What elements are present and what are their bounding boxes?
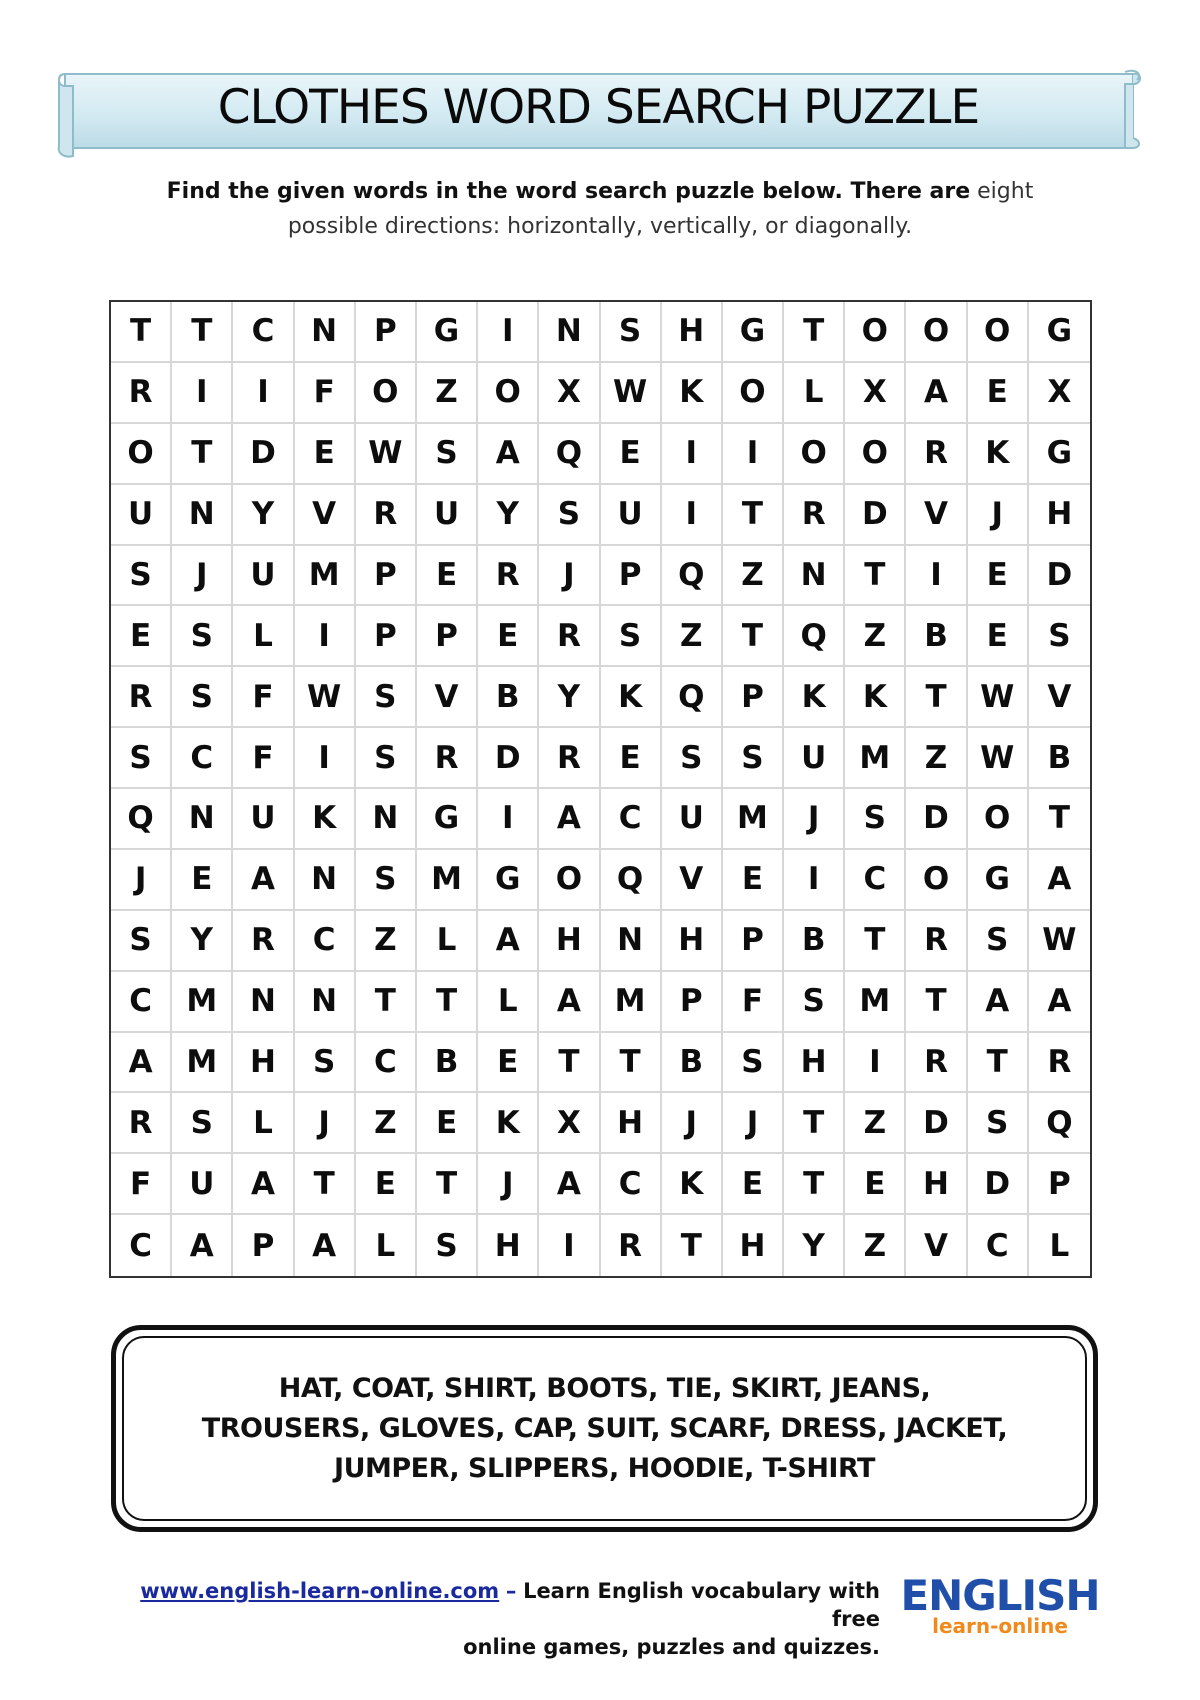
grid-cell[interactable]: Q (539, 424, 600, 485)
grid-cell[interactable]: I (172, 363, 233, 424)
grid-cell[interactable]: R (111, 363, 172, 424)
grid-cell[interactable]: T (845, 546, 906, 607)
grid-cell[interactable]: S (845, 789, 906, 850)
grid-cell[interactable]: U (662, 789, 723, 850)
grid-cell[interactable]: Z (845, 606, 906, 667)
grid-cell[interactable]: E (968, 363, 1029, 424)
grid-cell[interactable]: K (662, 363, 723, 424)
grid-cell[interactable]: O (111, 424, 172, 485)
grid-cell[interactable]: P (356, 302, 417, 363)
grid-cell[interactable]: M (172, 972, 233, 1033)
grid-cell[interactable]: S (662, 728, 723, 789)
grid-cell[interactable]: X (539, 363, 600, 424)
grid-cell[interactable]: S (111, 728, 172, 789)
word-list-inner-frame (122, 1336, 1087, 1521)
grid-cell[interactable]: T (417, 972, 478, 1033)
grid-cell[interactable]: U (233, 789, 294, 850)
grid-cell[interactable]: A (233, 850, 294, 911)
grid-cell[interactable]: W (601, 363, 662, 424)
instructions-text-directions: possible directions: horizontally, vertically, or diagonally. (287, 214, 913, 239)
grid-cell[interactable]: S (601, 302, 662, 363)
grid-cell[interactable]: J (111, 850, 172, 911)
grid-cell[interactable]: N (233, 972, 294, 1033)
grid-cell[interactable]: T (172, 424, 233, 485)
grid-cell[interactable]: A (1029, 972, 1090, 1033)
instructions (100, 174, 1100, 244)
grid-cell[interactable]: D (906, 1093, 967, 1154)
grid-cell[interactable]: X (1029, 363, 1090, 424)
grid-cell[interactable]: O (906, 302, 967, 363)
grid-cell[interactable]: E (295, 424, 356, 485)
grid-cell[interactable]: U (417, 485, 478, 546)
grid-cell[interactable]: M (845, 972, 906, 1033)
grid-cell[interactable]: C (233, 302, 294, 363)
grid-cell[interactable]: N (539, 302, 600, 363)
grid-cell[interactable]: C (295, 911, 356, 972)
grid-cell[interactable]: N (172, 789, 233, 850)
grid-cell[interactable]: R (539, 606, 600, 667)
grid-cell[interactable]: C (845, 850, 906, 911)
grid-cell[interactable]: G (417, 789, 478, 850)
grid-cell[interactable]: E (723, 850, 784, 911)
grid-cell[interactable]: H (1029, 485, 1090, 546)
grid-cell[interactable]: R (539, 728, 600, 789)
grid-cell[interactable]: T (723, 485, 784, 546)
grid-cell[interactable]: W (1029, 911, 1090, 972)
grid-cell[interactable]: H (784, 1033, 845, 1094)
grid-cell[interactable]: W (968, 728, 1029, 789)
grid-cell[interactable]: F (723, 972, 784, 1033)
grid-cell[interactable]: Z (906, 728, 967, 789)
logo-main-text: ENGLISH (900, 1571, 1100, 1620)
grid-cell[interactable]: S (172, 1093, 233, 1154)
grid-cell[interactable]: P (417, 606, 478, 667)
grid-cell[interactable]: E (111, 606, 172, 667)
grid-cell[interactable]: M (417, 850, 478, 911)
grid-cell[interactable]: I (662, 485, 723, 546)
grid-cell[interactable]: Q (662, 667, 723, 728)
grid-cell[interactable]: V (417, 667, 478, 728)
grid-cell[interactable]: H (539, 911, 600, 972)
grid-cell[interactable]: A (172, 1215, 233, 1276)
grid-cell[interactable]: A (233, 1154, 294, 1215)
grid-cell[interactable]: I (784, 850, 845, 911)
grid-cell[interactable]: K (295, 789, 356, 850)
grid-cell[interactable]: W (968, 667, 1029, 728)
grid-cell[interactable]: J (784, 789, 845, 850)
grid-cell[interactable]: T (845, 911, 906, 972)
grid-cell[interactable]: S (417, 1215, 478, 1276)
grid-cell[interactable]: H (662, 302, 723, 363)
grid-cell[interactable]: R (417, 728, 478, 789)
grid-cell[interactable]: S (356, 667, 417, 728)
grid-cell[interactable]: D (478, 728, 539, 789)
grid-cell[interactable]: C (111, 1215, 172, 1276)
grid-cell[interactable]: O (723, 363, 784, 424)
grid-cell[interactable]: Y (784, 1215, 845, 1276)
grid-cell[interactable]: C (601, 1154, 662, 1215)
grid-cell[interactable]: C (172, 728, 233, 789)
grid-cell[interactable]: G (968, 850, 1029, 911)
grid-cell[interactable]: G (478, 850, 539, 911)
grid-cell[interactable]: V (906, 1215, 967, 1276)
grid-cell[interactable]: P (601, 546, 662, 607)
grid-cell[interactable]: T (906, 667, 967, 728)
grid-cell[interactable]: J (172, 546, 233, 607)
grid-cell[interactable]: W (356, 424, 417, 485)
grid-cell[interactable]: E (723, 1154, 784, 1215)
grid-cell[interactable]: O (845, 424, 906, 485)
grid-cell[interactable]: A (539, 972, 600, 1033)
grid-cell[interactable]: S (723, 1033, 784, 1094)
grid-cell[interactable]: T (784, 1093, 845, 1154)
grid-cell[interactable]: K (478, 1093, 539, 1154)
grid-cell[interactable]: E (356, 1154, 417, 1215)
grid-cell[interactable]: U (111, 485, 172, 546)
grid-cell[interactable]: X (845, 363, 906, 424)
grid-cell[interactable]: G (1029, 302, 1090, 363)
grid-cell[interactable]: O (356, 363, 417, 424)
grid-cell[interactable]: G (1029, 424, 1090, 485)
grid-cell[interactable]: S (968, 911, 1029, 972)
grid-cell[interactable]: A (1029, 850, 1090, 911)
grid-cell[interactable]: S (723, 728, 784, 789)
grid-cell[interactable]: O (478, 363, 539, 424)
grid-cell[interactable]: E (478, 606, 539, 667)
grid-cell[interactable]: K (968, 424, 1029, 485)
grid-cell[interactable]: R (784, 485, 845, 546)
grid-cell[interactable]: I (723, 424, 784, 485)
grid-cell[interactable]: S (539, 485, 600, 546)
grid-cell[interactable]: T (601, 1033, 662, 1094)
grid-cell[interactable]: Y (172, 911, 233, 972)
grid-cell[interactable]: I (662, 424, 723, 485)
website-link[interactable]: www.english-learn-online.com (140, 1579, 500, 1603)
grid-cell[interactable]: H (478, 1215, 539, 1276)
grid-cell[interactable]: H (906, 1154, 967, 1215)
grid-cell[interactable]: T (172, 302, 233, 363)
grid-cell[interactable]: P (723, 911, 784, 972)
grid-cell[interactable]: R (111, 667, 172, 728)
grid-cell[interactable]: O (845, 302, 906, 363)
grid-cell[interactable]: N (295, 302, 356, 363)
grid-cell[interactable]: N (295, 850, 356, 911)
grid-cell[interactable]: M (172, 1033, 233, 1094)
grid-cell[interactable]: I (295, 728, 356, 789)
grid-cell[interactable]: S (968, 1093, 1029, 1154)
grid-cell[interactable]: K (845, 667, 906, 728)
grid-cell[interactable]: A (539, 1154, 600, 1215)
grid-cell[interactable]: E (968, 546, 1029, 607)
footer-dash: – (505, 1579, 517, 1603)
grid-cell[interactable]: R (356, 485, 417, 546)
grid-cell[interactable]: F (295, 363, 356, 424)
grid-cell[interactable]: R (906, 911, 967, 972)
grid-cell[interactable]: R (1029, 1033, 1090, 1094)
grid-cell[interactable]: R (478, 546, 539, 607)
grid-cell[interactable]: R (601, 1215, 662, 1276)
grid-cell[interactable]: E (172, 850, 233, 911)
grid-cell[interactable]: N (784, 546, 845, 607)
grid-cell[interactable]: E (601, 424, 662, 485)
grid-cell[interactable]: Q (784, 606, 845, 667)
grid-cell[interactable]: L (233, 1093, 294, 1154)
grid-cell[interactable]: N (601, 911, 662, 972)
grid-cell[interactable]: A (295, 1215, 356, 1276)
word-list-box (111, 1325, 1098, 1532)
instructions-text-bold: Find the given words in the word search puzzle below. There are (166, 179, 971, 204)
grid-cell[interactable]: I (845, 1033, 906, 1094)
grid-cell[interactable]: S (784, 972, 845, 1033)
grid-cell[interactable]: B (478, 667, 539, 728)
grid-cell[interactable]: T (662, 1215, 723, 1276)
grid-cell[interactable]: Y (233, 485, 294, 546)
grid-cell[interactable]: Q (601, 850, 662, 911)
grid-cell[interactable]: M (295, 546, 356, 607)
grid-cell[interactable]: I (233, 363, 294, 424)
grid-cell[interactable]: H (233, 1033, 294, 1094)
grid-cell[interactable]: J (295, 1093, 356, 1154)
grid-cell[interactable]: N (356, 789, 417, 850)
grid-cell[interactable]: K (662, 1154, 723, 1215)
grid-cell[interactable]: D (845, 485, 906, 546)
grid-cell[interactable]: Z (845, 1215, 906, 1276)
grid-cell[interactable]: P (1029, 1154, 1090, 1215)
grid-cell[interactable]: C (356, 1033, 417, 1094)
grid-cell[interactable]: E (478, 1033, 539, 1094)
grid-cell[interactable]: S (111, 546, 172, 607)
grid-cell[interactable]: D (233, 424, 294, 485)
footer-tagline-1: Learn English vocabulary with free (523, 1579, 880, 1631)
grid-cell[interactable]: Y (539, 667, 600, 728)
grid-cell[interactable]: B (906, 606, 967, 667)
grid-cell[interactable]: P (233, 1215, 294, 1276)
grid-cell[interactable]: M (723, 789, 784, 850)
grid-cell[interactable]: S (417, 424, 478, 485)
grid-cell[interactable]: X (539, 1093, 600, 1154)
grid-cell[interactable]: A (111, 1033, 172, 1094)
grid-cell[interactable]: D (1029, 546, 1090, 607)
grid-cell[interactable]: A (539, 789, 600, 850)
grid-cell[interactable]: L (233, 606, 294, 667)
grid-cell[interactable]: E (601, 728, 662, 789)
grid-cell[interactable]: P (723, 667, 784, 728)
grid-cell[interactable]: Z (662, 606, 723, 667)
grid-cell[interactable]: M (845, 728, 906, 789)
grid-cell[interactable]: I (906, 546, 967, 607)
grid-cell[interactable]: T (784, 302, 845, 363)
grid-cell[interactable]: P (356, 606, 417, 667)
word-list-line: HAT, COAT, SHIRT, BOOTS, TIE, SKIRT, JEANS, (278, 1372, 931, 1404)
grid-cell[interactable]: K (601, 667, 662, 728)
grid-cell[interactable]: D (906, 789, 967, 850)
page-title: CLOTHES WORD SEARCH PUZZLE (217, 80, 980, 135)
title-banner (55, 66, 1142, 161)
word-search-grid (109, 300, 1092, 1278)
grid-cell[interactable]: T (723, 606, 784, 667)
grid-cell[interactable]: O (784, 424, 845, 485)
grid-cell[interactable]: L (417, 911, 478, 972)
grid-cell[interactable]: J (968, 485, 1029, 546)
grid-cell[interactable]: H (723, 1215, 784, 1276)
logo-sub-text: learn-online (932, 1614, 1068, 1638)
grid-cell[interactable]: T (906, 972, 967, 1033)
grid-cell[interactable]: J (723, 1093, 784, 1154)
grid-cell[interactable]: O (539, 850, 600, 911)
grid-cell[interactable]: Q (1029, 1093, 1090, 1154)
grid-cell[interactable]: T (356, 972, 417, 1033)
grid-cell[interactable]: N (172, 485, 233, 546)
grid-cell[interactable]: B (662, 1033, 723, 1094)
grid-cell[interactable]: S (356, 850, 417, 911)
grid-cell[interactable]: S (601, 606, 662, 667)
grid-cell[interactable]: U (172, 1154, 233, 1215)
grid-cell[interactable]: R (906, 424, 967, 485)
grid-cell[interactable]: S (172, 606, 233, 667)
grid-cell[interactable]: R (233, 911, 294, 972)
grid-cell[interactable]: D (968, 1154, 1029, 1215)
grid-cell[interactable]: F (233, 728, 294, 789)
grid-cell[interactable]: H (662, 911, 723, 972)
grid-cell[interactable]: T (417, 1154, 478, 1215)
instructions-text-light: eight (977, 179, 1034, 204)
grid-cell[interactable]: J (662, 1093, 723, 1154)
grid-cell[interactable]: S (295, 1033, 356, 1094)
footer-tagline-2: online games, puzzles and quizzes. (463, 1635, 880, 1659)
grid-cell[interactable]: T (784, 1154, 845, 1215)
grid-cell[interactable]: J (478, 1154, 539, 1215)
grid-cell[interactable]: M (601, 972, 662, 1033)
grid-cell[interactable]: C (111, 972, 172, 1033)
word-list (135, 1369, 1075, 1489)
grid-cell[interactable]: Z (356, 1093, 417, 1154)
word-list-line: JUMPER, SLIPPERS, HOODIE, T-SHIRT (334, 1452, 875, 1484)
grid-cell[interactable]: V (1029, 667, 1090, 728)
grid-cell[interactable]: U (601, 485, 662, 546)
grid-cell[interactable]: L (356, 1215, 417, 1276)
grid-cell[interactable]: L (784, 363, 845, 424)
grid-cell[interactable]: J (539, 546, 600, 607)
grid-cell[interactable]: O (968, 789, 1029, 850)
grid-cell[interactable]: T (111, 302, 172, 363)
grid-cell[interactable]: I (295, 606, 356, 667)
grid-cell[interactable]: Z (356, 911, 417, 972)
word-list-line: TROUSERS, GLOVES, CAP, SUIT, SCARF, DRESS, JACKET, (201, 1412, 1008, 1444)
grid-cell[interactable]: B (417, 1033, 478, 1094)
grid-cell[interactable]: E (417, 1093, 478, 1154)
grid-cell[interactable]: K (784, 667, 845, 728)
grid-cell[interactable]: F (233, 667, 294, 728)
english-learn-online-logo[interactable] (900, 1571, 1100, 1644)
grid-cell[interactable]: R (906, 1033, 967, 1094)
grid-cell[interactable]: P (662, 972, 723, 1033)
grid-cell[interactable]: O (906, 850, 967, 911)
grid-cell[interactable]: P (356, 546, 417, 607)
grid-cell[interactable]: W (295, 667, 356, 728)
grid-cell[interactable]: I (478, 789, 539, 850)
footer-line-1 (110, 1577, 880, 1633)
grid-cell[interactable]: T (1029, 789, 1090, 850)
grid-cell[interactable]: A (478, 911, 539, 972)
grid-cell[interactable]: Z (845, 1093, 906, 1154)
grid-cell[interactable]: G (723, 302, 784, 363)
grid-cell[interactable]: S (356, 728, 417, 789)
grid-cell[interactable]: Q (111, 789, 172, 850)
grid-cell[interactable]: V (662, 850, 723, 911)
grid-cell[interactable]: G (417, 302, 478, 363)
grid-cell[interactable]: C (601, 789, 662, 850)
grid-cell[interactable]: F (111, 1154, 172, 1215)
grid-cell[interactable]: I (478, 302, 539, 363)
grid-cell[interactable]: L (478, 972, 539, 1033)
grid-cell[interactable]: A (968, 972, 1029, 1033)
grid-cell[interactable]: V (906, 485, 967, 546)
grid-cell[interactable]: S (172, 667, 233, 728)
grid-cell[interactable]: U (784, 728, 845, 789)
grid-cell[interactable]: E (417, 546, 478, 607)
grid-cell[interactable]: T (968, 1033, 1029, 1094)
grid-cell[interactable]: E (968, 606, 1029, 667)
grid-cell[interactable]: Z (723, 546, 784, 607)
grid-cell[interactable]: C (968, 1215, 1029, 1276)
grid-cell[interactable]: L (1049, 1227, 1070, 1264)
grid-cell[interactable]: Y (478, 485, 539, 546)
grid-cell[interactable]: T (539, 1033, 600, 1094)
grid-cell[interactable]: A (478, 424, 539, 485)
grid-cell[interactable]: T (295, 1154, 356, 1215)
grid-cell[interactable]: B (1029, 728, 1090, 789)
grid-cell[interactable]: R (111, 1093, 172, 1154)
grid-cell[interactable]: N (295, 972, 356, 1033)
grid-cell[interactable]: A (906, 363, 967, 424)
grid-cell[interactable]: V (295, 485, 356, 546)
grid-cell[interactable]: H (601, 1093, 662, 1154)
grid-cell[interactable]: B (784, 911, 845, 972)
grid-cell[interactable]: S (1029, 606, 1090, 667)
grid-cell[interactable]: U (233, 546, 294, 607)
footer (110, 1577, 880, 1661)
grid-cell[interactable]: E (845, 1154, 906, 1215)
grid-cell[interactable]: Z (417, 363, 478, 424)
grid-cell[interactable]: O (968, 302, 1029, 363)
grid-cell[interactable]: S (111, 911, 172, 972)
grid-cell[interactable]: Q (662, 546, 723, 607)
grid-cell[interactable]: I (539, 1215, 600, 1276)
